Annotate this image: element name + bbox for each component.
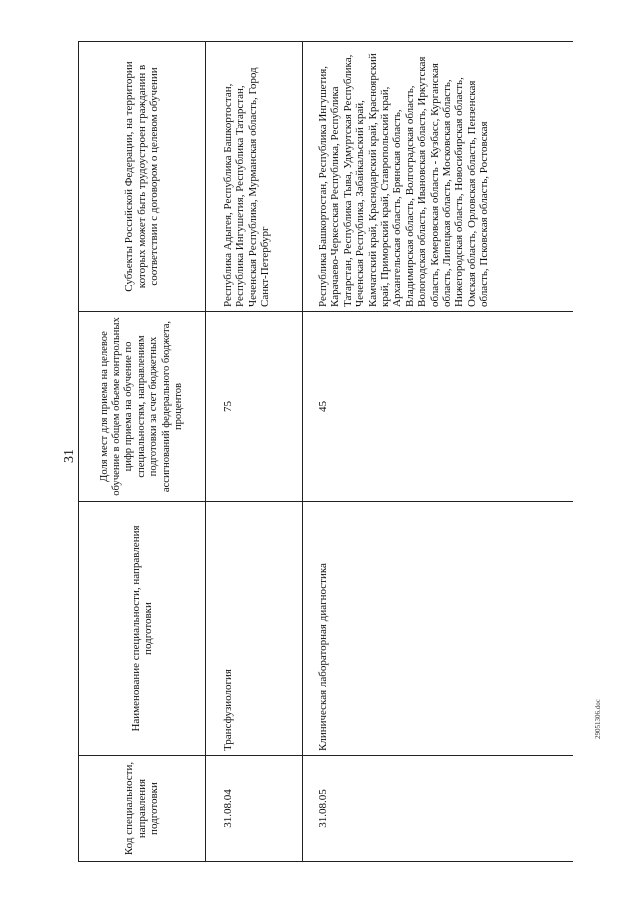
- row-subjects: Республика Адыгея, Республика Башкортостан, Республика Ингушетия, Республика Татарстан, Чеченская Республика, Мурманская область, Город Санкт-Петербург: [206, 42, 303, 312]
- row-code: 31.08.05: [303, 756, 574, 862]
- header-subjects: Субъекты Российской Федерации, на территории которых может быть трудоустроен гражданин в соответствии с договором о целевом обучении: [79, 42, 206, 312]
- footer-file-code: 29051306.doc: [594, 699, 602, 739]
- row-share: 45: [303, 312, 574, 502]
- table-rotated: [78, 42, 573, 862]
- table-row: [206, 42, 303, 862]
- row-name: Трансфузиология: [206, 502, 303, 756]
- row-name: Клиническая лабораторная диагностика: [303, 502, 574, 756]
- header-code: Код специальности, направления подготовки: [79, 756, 206, 862]
- page-number: 31: [62, 449, 77, 463]
- table-row: [303, 42, 574, 862]
- header-name: Наименование специальности, направления подготовки: [79, 502, 206, 756]
- row-subjects: Республика Башкортостан, Республика Ингушетия, Карачаево-Черкесская Республика, Республика Татарстан, Республика Тыва, Удмуртская Республика, Чеченская Республика, Забайкальский край, Камчатский край, Краснодарский край, Красноярский край, Приморский край, Ставропольский край, Архангельская область, Брянская область, Владимирская область, Волгоградская область, Вологодская область, Ивановская область, Иркутская область, Кемеровская область - Кузбасс, Курганская область, Липецкая область, Московская область, Нижегородская область, Новосибирская область, Омская область, Орловская область, Пензенская область, Псковская область, Ростовская: [303, 42, 574, 312]
- table-header-row: [79, 42, 206, 862]
- header-share: Доля мест для приема на целевое обучение в общем объеме контрольных цифр приема на обучение по специальностям, направлениям подготовки за счет бюджетных ассигнований федерального бюджета, процентов: [79, 312, 206, 502]
- table-container: [78, 42, 573, 862]
- row-share: 75: [206, 312, 303, 502]
- target-admission-table: [78, 41, 573, 862]
- row-code: 31.08.04: [206, 756, 303, 862]
